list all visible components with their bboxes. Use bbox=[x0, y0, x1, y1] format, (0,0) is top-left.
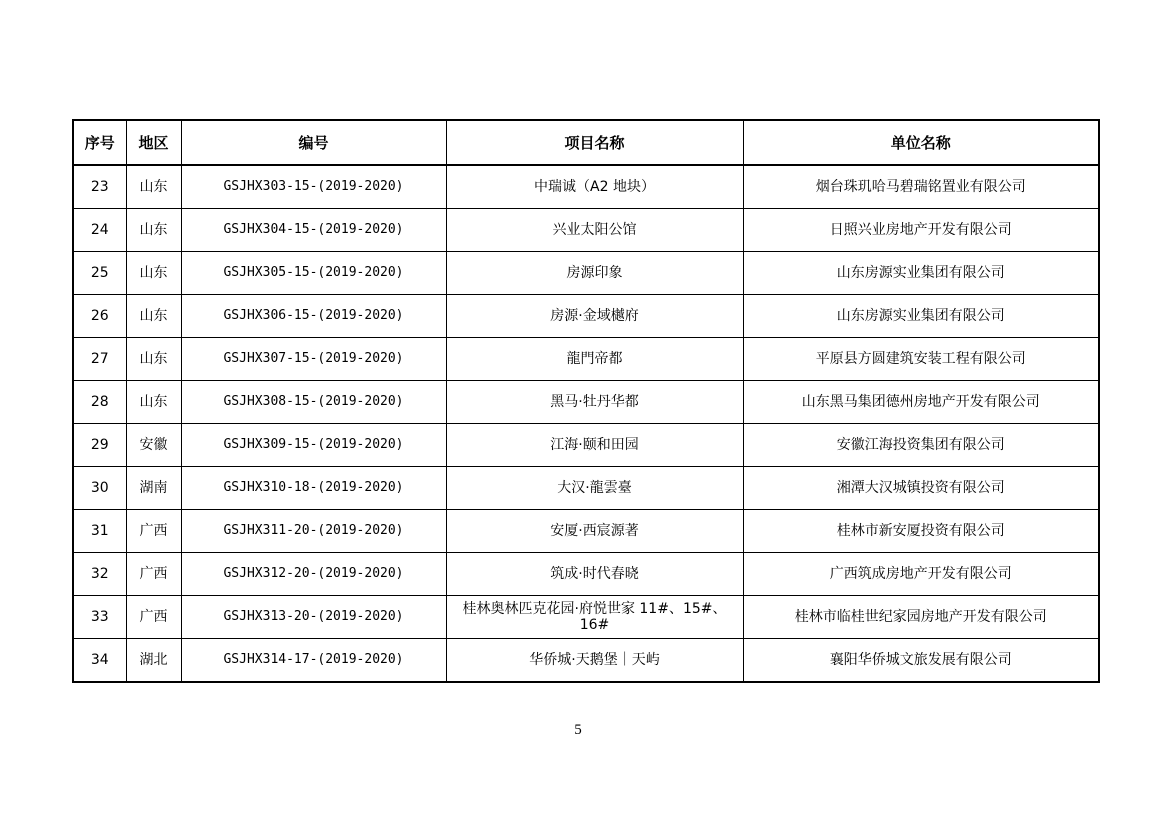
cell-project: 大汉·龍雲臺 bbox=[446, 467, 743, 510]
cell-code: GSJHX305-15-(2019-2020) bbox=[181, 252, 446, 295]
table-header bbox=[73, 120, 1099, 165]
cell-no: 29 bbox=[73, 424, 126, 467]
cell-code: GSJHX307-15-(2019-2020) bbox=[181, 338, 446, 381]
cell-project: 龍門帝都 bbox=[446, 338, 743, 381]
header-project-name: 项目名称 bbox=[446, 120, 743, 165]
cell-project: 安厦·西宸源著 bbox=[446, 510, 743, 553]
cell-company: 安徽江海投资集团有限公司 bbox=[743, 424, 1099, 467]
cell-no: 26 bbox=[73, 295, 126, 338]
cell-code: GSJHX311-20-(2019-2020) bbox=[181, 510, 446, 553]
cell-project: 房源印象 bbox=[446, 252, 743, 295]
cell-no: 32 bbox=[73, 553, 126, 596]
cell-project: 江海·颐和田园 bbox=[446, 424, 743, 467]
cell-no: 34 bbox=[73, 639, 126, 683]
table-body bbox=[73, 165, 1099, 682]
cell-company: 山东房源实业集团有限公司 bbox=[743, 295, 1099, 338]
cell-region: 广西 bbox=[126, 596, 181, 639]
cell-region: 山东 bbox=[126, 295, 181, 338]
cell-company: 广西筑成房地产开发有限公司 bbox=[743, 553, 1099, 596]
cell-region: 广西 bbox=[126, 553, 181, 596]
table-row bbox=[73, 252, 1099, 295]
cell-company: 烟台珠玑哈马碧瑞铭置业有限公司 bbox=[743, 165, 1099, 209]
cell-code: GSJHX310-18-(2019-2020) bbox=[181, 467, 446, 510]
cell-project: 兴业太阳公馆 bbox=[446, 209, 743, 252]
cell-code: GSJHX303-15-(2019-2020) bbox=[181, 165, 446, 209]
cell-region: 湖南 bbox=[126, 467, 181, 510]
cell-code: GSJHX309-15-(2019-2020) bbox=[181, 424, 446, 467]
header-row bbox=[73, 120, 1099, 165]
cell-region: 湖北 bbox=[126, 639, 181, 683]
table-row bbox=[73, 510, 1099, 553]
cell-project: 桂林奥林匹克花园·府悦世家 11#、15#、16# bbox=[446, 596, 743, 639]
cell-no: 30 bbox=[73, 467, 126, 510]
cell-code: GSJHX313-20-(2019-2020) bbox=[181, 596, 446, 639]
table-row bbox=[73, 596, 1099, 639]
cell-company: 襄阳华侨城文旅发展有限公司 bbox=[743, 639, 1099, 683]
cell-code: GSJHX304-15-(2019-2020) bbox=[181, 209, 446, 252]
cell-no: 24 bbox=[73, 209, 126, 252]
header-company-name: 单位名称 bbox=[743, 120, 1099, 165]
cell-project: 中瑞诚（A2 地块） bbox=[446, 165, 743, 209]
table-row bbox=[73, 209, 1099, 252]
cell-project: 房源·金域樾府 bbox=[446, 295, 743, 338]
cell-company: 湘潭大汉城镇投资有限公司 bbox=[743, 467, 1099, 510]
header-code: 编号 bbox=[181, 120, 446, 165]
cell-no: 33 bbox=[73, 596, 126, 639]
cell-region: 山东 bbox=[126, 381, 181, 424]
cell-code: GSJHX306-15-(2019-2020) bbox=[181, 295, 446, 338]
cell-company: 山东黑马集团德州房地产开发有限公司 bbox=[743, 381, 1099, 424]
cell-region: 山东 bbox=[126, 338, 181, 381]
cell-no: 23 bbox=[73, 165, 126, 209]
cell-company: 山东房源实业集团有限公司 bbox=[743, 252, 1099, 295]
cell-project: 华侨城·天鹅堡｜天屿 bbox=[446, 639, 743, 683]
cell-region: 安徽 bbox=[126, 424, 181, 467]
cell-company: 桂林市临桂世纪家园房地产开发有限公司 bbox=[743, 596, 1099, 639]
cell-company: 平原县方圆建筑安装工程有限公司 bbox=[743, 338, 1099, 381]
cell-code: GSJHX312-20-(2019-2020) bbox=[181, 553, 446, 596]
cell-no: 28 bbox=[73, 381, 126, 424]
cell-region: 山东 bbox=[126, 165, 181, 209]
cell-project: 筑成·时代春晓 bbox=[446, 553, 743, 596]
table-row bbox=[73, 165, 1099, 209]
table-row bbox=[73, 424, 1099, 467]
cell-region: 山东 bbox=[126, 209, 181, 252]
header-region: 地区 bbox=[126, 120, 181, 165]
table-row bbox=[73, 338, 1099, 381]
cell-code: GSJHX314-17-(2019-2020) bbox=[181, 639, 446, 683]
cell-company: 日照兴业房地产开发有限公司 bbox=[743, 209, 1099, 252]
table-row bbox=[73, 553, 1099, 596]
cell-no: 31 bbox=[73, 510, 126, 553]
project-table bbox=[72, 119, 1100, 683]
cell-no: 27 bbox=[73, 338, 126, 381]
cell-company: 桂林市新安厦投资有限公司 bbox=[743, 510, 1099, 553]
cell-no: 25 bbox=[73, 252, 126, 295]
header-no: 序号 bbox=[73, 120, 126, 165]
table-row bbox=[73, 639, 1099, 683]
cell-region: 广西 bbox=[126, 510, 181, 553]
table-row bbox=[73, 467, 1099, 510]
page-number: 5 bbox=[574, 722, 582, 738]
table-row bbox=[73, 295, 1099, 338]
cell-code: GSJHX308-15-(2019-2020) bbox=[181, 381, 446, 424]
table-row bbox=[73, 381, 1099, 424]
cell-project: 黑马·牡丹华都 bbox=[446, 381, 743, 424]
cell-region: 山东 bbox=[126, 252, 181, 295]
